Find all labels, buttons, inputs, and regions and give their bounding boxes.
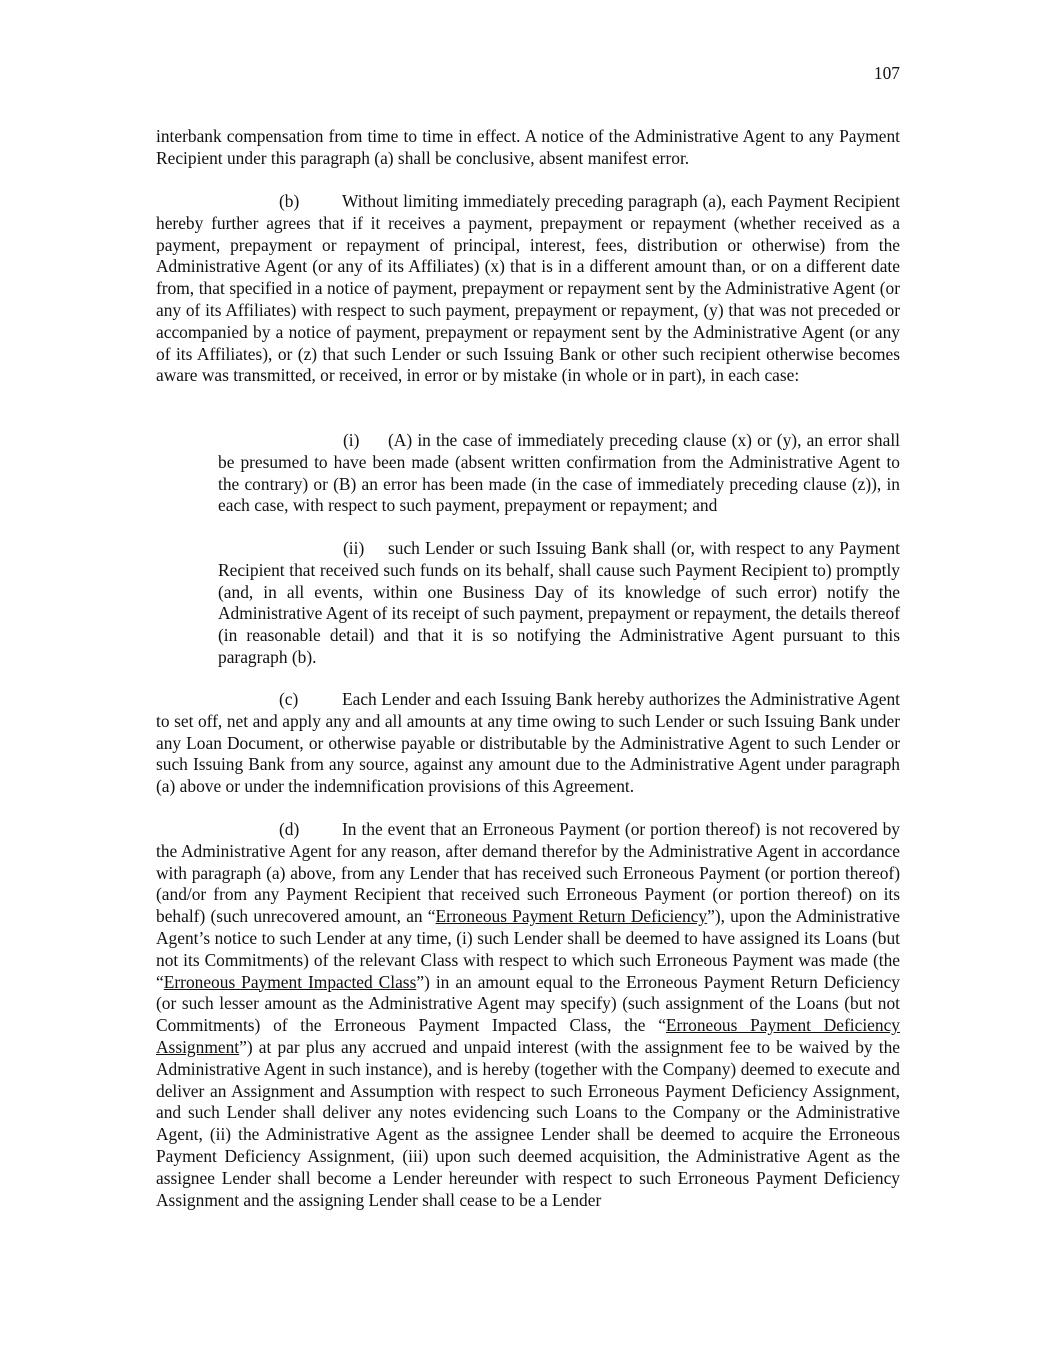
- paragraph-label: (d): [279, 819, 300, 839]
- defined-term-deficiency-assignment: Erroneous Payment Deficiency Assignment: [156, 1015, 900, 1057]
- paragraph-text-part-2: ”), upon the Administrative Agent’s notice to such Lender at any time, (i) such Lender shall be deemed to have assigned its Loans (but not its Commitments) of the relevant Class with respect to which such Erroneous Payment was made (the “: [156, 906, 900, 992]
- paragraph-text: interbank compensation from time to time in effect. A notice of the Administrative Agent to any Payment Recipient under this paragraph (a) shall be conclusive, absent manifest error.: [156, 126, 900, 168]
- paragraph-text-part-4: ”) at par plus any accrued and unpaid interest (with the assignment fee to be waived by the Administrative Agent in such instance), and is hereby (together with the Company) deemed to execute and deliver an Assignment and Assumption with respect to such Erroneous Payment Deficiency Assignment, and such Lender shall deliver any notes evidencing such Loans to the Company or the Administrative Agent, (ii) the Administrative Agent as the assignee Lender shall be deemed to acquire the Erroneous Payment Deficiency Assignment, (iii) upon such deemed acquisition, the Administrative Agent as the assignee Lender shall become a Lender hereunder with respect to such Erroneous Payment Deficiency Assignment and the assigning Lender shall cease to be a Lender: [156, 1036, 900, 1210]
- paragraph-text: Without limiting immediately preceding paragraph (a), each Payment Recipient hereby further agrees that if it receives a payment, prepayment or repayment (whether received as a payment, prepayment or repayment of principal, interest, fees, distribution or otherwise) from the Administrative Agent (or any of its Affiliates) (x) that is in a different amount than, or on a different date from, that specified in a notice of payment, prepayment or repayment sent by the Administrative Agent (or any of its Affiliates) with respect to such payment, prepayment or repayment, (y) that was not preceded or accompanied by a notice of payment, prepayment or repayment sent by the Administrative Agent (or any of its Affiliates), or (z) that such Lender or such Issuing Bank or other such recipient otherwise becomes aware was transmitted, or received, in error or by mistake (in whole or in part), in each case:: [156, 191, 900, 386]
- clause-label: (ii): [343, 538, 365, 558]
- paragraph-label: (b): [279, 191, 300, 211]
- clause-b-ii: [218, 538, 900, 669]
- clause-label: (i): [343, 430, 360, 450]
- clause-text: such Lender or such Issuing Bank shall (or, with respect to any Payment Recipient that received such funds on its behalf, shall cause such Payment Recipient to) promptly (and, in all events, within one Business Day of its knowledge of such error) notify the Administrative Agent of its receipt of such payment, prepayment or repayment, the details thereof (in reasonable detail) and that it is so notifying the Administrative Agent pursuant to this paragraph (b).: [218, 538, 900, 667]
- defined-term-impacted-class: Erroneous Payment Impacted Class: [163, 971, 417, 992]
- paragraph-text-part-3: ”) in an amount equal to the Erroneous Payment Return Deficiency (or such lesser amount as the Administrative Agent may specify) (such assignment of the Loans (but not Commitments) of the Erroneous Payment Impacted Class, the “: [156, 971, 901, 1036]
- paragraph-c: [156, 689, 900, 798]
- paragraph-a-continuation: [156, 126, 900, 170]
- paragraph-label: (c): [279, 689, 299, 709]
- clause-b-i: [218, 430, 900, 517]
- paragraph-b: [156, 191, 900, 387]
- page-number: 107: [873, 63, 900, 83]
- paragraph-d: [156, 819, 900, 1211]
- paragraph-text-part-1: In the event that an Erroneous Payment (or portion thereof) is not recovered by the Administrative Agent for any reason, after demand therefor by the Administrative Agent in accordance with paragraph (a) above, from any Lender that has received such Erroneous Payment (or portion thereof) (and/or from any Payment Recipient that received such Erroneous Payment (or portion thereof) on its behalf) (such unrecovered amount, an “: [156, 819, 900, 927]
- clause-text: (A) in the case of immediately preceding clause (x) or (y), an error shall be presumed to have been made (absent written confirmation from the Administrative Agent to the contrary) or (B) an error has been made (in the case of immediately preceding clause (z)), in each case, with respect to such payment, prepayment or repayment; and: [218, 430, 900, 516]
- defined-term-return-deficiency: Erroneous Payment Return Deficiency: [435, 906, 708, 927]
- paragraph-text: Each Lender and each Issuing Bank hereby authorizes the Administrative Agent to set off, net and apply any and all amounts at any time owing to such Lender or such Issuing Bank under any Loan Document, or otherwise payable or distributable by the Administrative Agent to such Lender or such Issuing Bank from any source, against any amount due to the Administrative Agent under paragraph (a) above or under the indemnification provisions of this Agreement.: [156, 689, 900, 797]
